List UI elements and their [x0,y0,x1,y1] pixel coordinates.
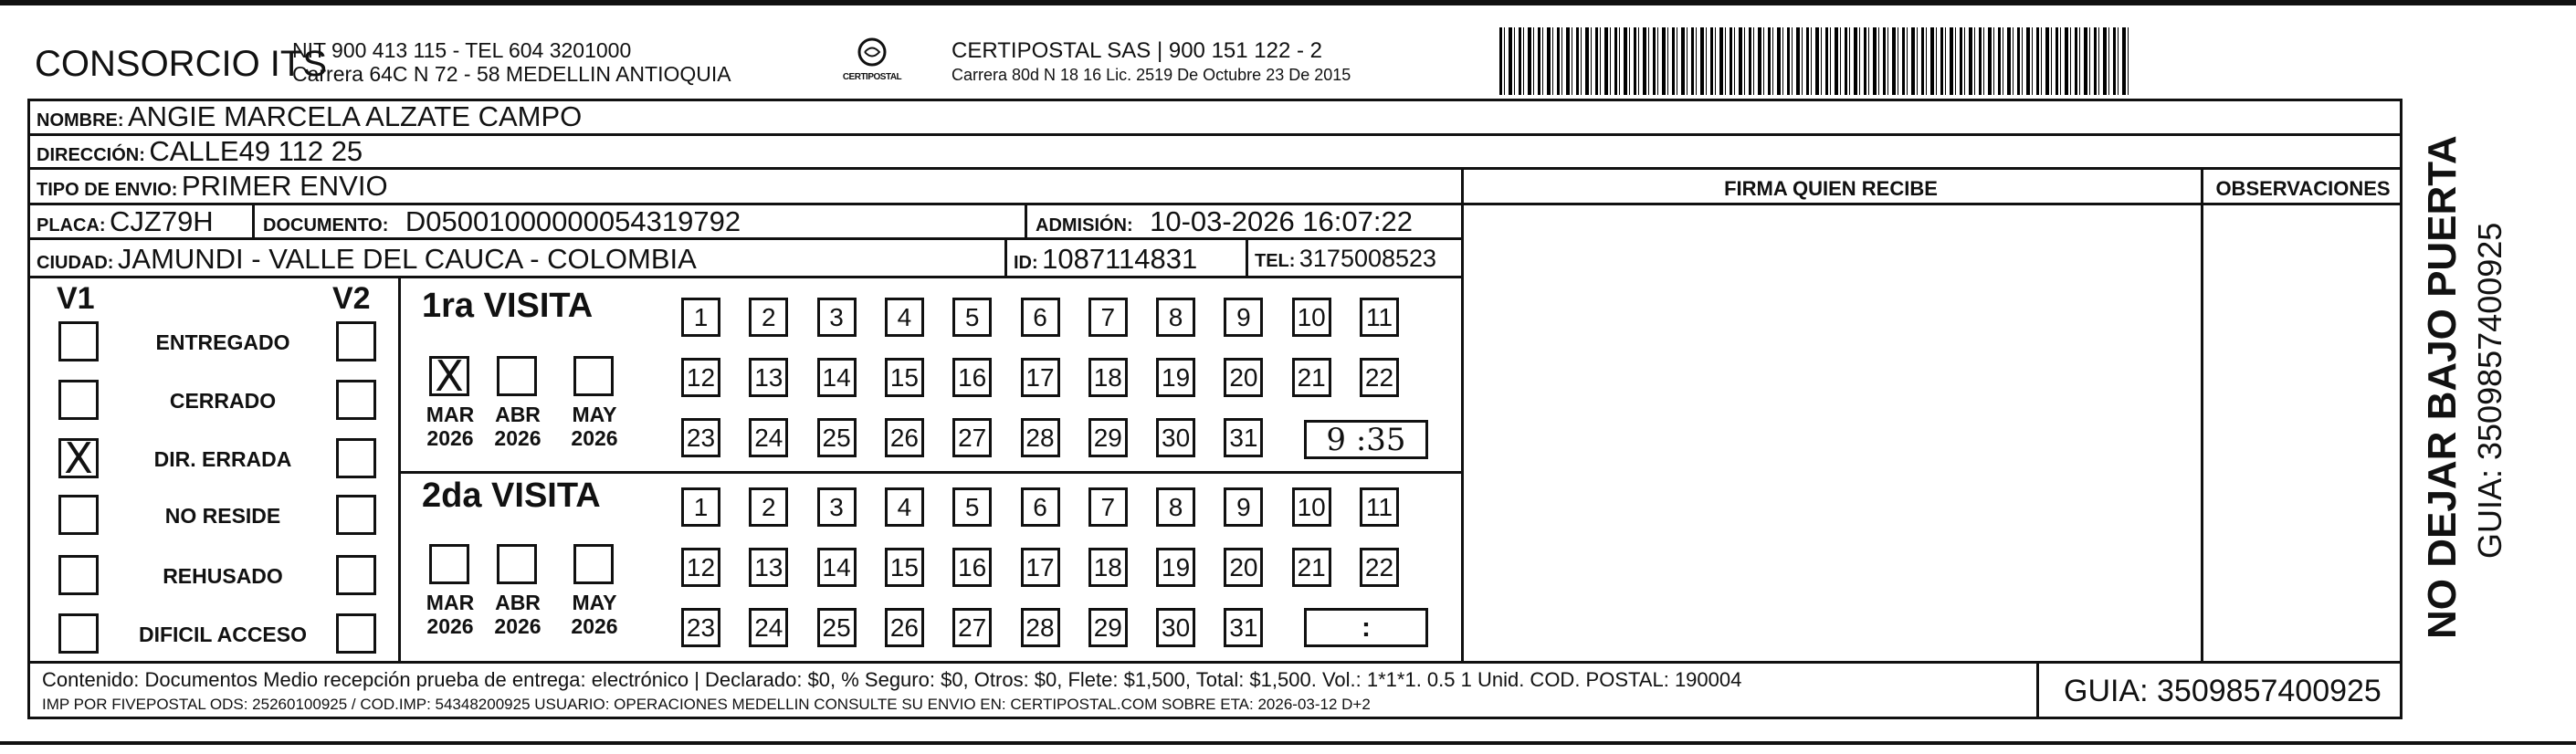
day-box[interactable]: 30 [1156,608,1195,647]
day-box[interactable]: 15 [885,358,924,397]
tipo-value: PRIMER ENVIO [181,170,388,202]
day-box[interactable]: 13 [749,548,788,587]
top-border [0,0,2576,5]
tel-value: 3175008523 [1299,245,1437,272]
day-box[interactable]: 29 [1088,608,1128,647]
day-box[interactable]: 27 [952,608,992,647]
courier-address: Carrera 80d N 18 16 Lic. 2519 De Octubre 23 De 2015 [952,66,1351,84]
col-line [1025,203,1027,237]
day-box[interactable]: 24 [749,608,788,647]
v2-checkbox[interactable] [336,380,376,420]
day-box[interactable]: 22 [1360,548,1399,587]
second-visit-title: 2da VISITA [422,476,601,515]
firma-header: FIRMA QUIEN RECIBE [1724,177,1938,200]
do-not-leave-notice: NO DEJAR BAJO PUERTA [2420,135,2465,639]
day-box[interactable]: 22 [1360,358,1399,397]
id-label: ID: [1014,253,1038,273]
month-checkbox[interactable] [429,351,469,401]
month-name: MAR [426,403,475,426]
col-line [1461,167,1464,661]
day-box[interactable]: 23 [681,608,720,647]
day-box[interactable]: 31 [1224,418,1263,457]
day-box[interactable]: 25 [817,608,857,647]
second-visit-time-value: : [1362,613,1371,643]
day-box[interactable]: 7 [1088,298,1128,337]
company-address: Carrera 64C N 72 - 58 MEDELLIN ANTIOQUIA [292,62,731,86]
day-box[interactable]: 17 [1021,548,1060,587]
day-box[interactable]: 31 [1224,608,1263,647]
day-box[interactable]: 26 [885,418,924,457]
v1-checkbox[interactable] [58,495,99,535]
month-checkbox-mark: X [435,351,464,401]
day-box[interactable]: 23 [681,418,720,457]
col-line [1246,237,1248,276]
day-box[interactable]: 6 [1021,487,1060,527]
day-box[interactable]: 30 [1156,418,1195,457]
day-box[interactable]: 12 [681,548,720,587]
v2-checkbox[interactable] [336,495,376,535]
day-box[interactable]: 5 [952,487,992,527]
admision-row [1036,205,1413,238]
day-box[interactable]: 20 [1224,548,1263,587]
day-box[interactable]: 8 [1156,298,1195,337]
day-box[interactable]: 1 [681,298,720,337]
ciudad-value: JAMUNDI - VALLE DEL CAUCA - COLOMBIA [117,243,697,275]
nombre-label: NOMBRE: [37,110,124,131]
col-line [2036,661,2039,719]
row-line [1461,203,2403,205]
day-box[interactable]: 14 [817,358,857,397]
day-box[interactable]: 16 [952,358,992,397]
row-line [398,471,1461,474]
v1-checkbox[interactable] [58,555,99,595]
status-label: DIR. ERRADA [153,447,292,471]
v2-label: V2 [332,281,371,316]
month-checkbox[interactable] [497,544,537,584]
first-visit-time-value: 9 :35 [1326,422,1406,458]
month-checkbox[interactable] [429,544,469,584]
direccion-value: CALLE49 112 25 [149,135,363,167]
month-year: 2026 [426,426,474,450]
footer-line-2: IMP POR FIVEPOSTAL ODS: 25260100925 / COD.IMP: 54348200925 USUARIO: OPERACIONES MEDELLIN CONSULTE SU ENVIO EN: CERTIPOSTAL.COM SOBRE ETA: 2026-03-12 D+2 [42,696,1371,713]
certipostal-logo-text: CERTIPOSTAL [842,72,902,82]
day-box[interactable]: 14 [817,548,857,587]
day-box[interactable]: 21 [1292,548,1331,587]
month-name: ABR [495,403,541,426]
tipo-row [37,170,388,203]
col-line [1004,237,1007,276]
day-box[interactable]: 3 [817,487,857,527]
day-box[interactable]: 9 [1224,487,1263,527]
day-box[interactable]: 20 [1224,358,1263,397]
day-box[interactable]: 27 [952,418,992,457]
month-year: 2026 [494,614,541,638]
placa-value: CJZ79H [110,205,214,237]
month-name: MAY [572,403,617,426]
day-box[interactable]: 18 [1088,548,1128,587]
day-box[interactable]: 28 [1021,418,1060,457]
day-box[interactable]: 28 [1021,608,1060,647]
day-box[interactable]: 9 [1224,298,1263,337]
documento-value: D05001000000054319792 [405,205,741,237]
day-box[interactable]: 7 [1088,487,1128,527]
day-box[interactable]: 13 [749,358,788,397]
row-line [27,133,2403,136]
col-line [2201,167,2203,661]
footer-line-1: Contenido: Documentos Medio recepción prueba de entrega: electrónico | Declarado: $0, % Seguro: $0, Otros: $0, Flete: $1,500, Total: $1,500. Vol.: 1*1*1. 0.5 1 Unid. COD. POSTAL: 190004 [42,668,1742,691]
side-guia: GUIA: 3509857400925 [2471,222,2508,559]
day-box[interactable]: 3 [817,298,857,337]
tel-label: TEL: [1255,251,1296,271]
placa-row [37,205,214,238]
v2-checkbox[interactable] [336,321,376,361]
observaciones-header: OBSERVACIONES [2215,177,2391,200]
day-box[interactable]: 8 [1156,487,1195,527]
status-label: REHUSADO [163,564,283,588]
direccion-label: DIRECCIÓN: [37,145,145,165]
month-year: 2026 [426,614,474,638]
day-box[interactable]: 11 [1360,487,1399,527]
status-label: ENTREGADO [155,330,290,354]
day-box[interactable]: 2 [749,298,788,337]
day-box[interactable]: 21 [1292,358,1331,397]
v1-checkbox[interactable] [58,613,99,654]
col-line [398,276,401,661]
status-label: CERRADO [169,389,277,413]
v1-checkbox[interactable] [58,380,99,420]
first-visit-time [1304,420,1428,459]
ciudad-label: CIUDAD: [37,253,114,273]
placa-label: PLACA: [37,215,106,236]
footer-guia: GUIA: 3509857400925 [2064,674,2381,708]
day-box[interactable]: 26 [885,608,924,647]
day-box[interactable]: 6 [1021,298,1060,337]
company-nit: NIT 900 413 115 - TEL 604 3201000 [292,38,632,62]
second-visit-time [1304,608,1428,647]
company-name: CONSORCIO ITS [35,44,328,84]
day-box[interactable]: 29 [1088,418,1128,457]
day-box[interactable]: 25 [817,418,857,457]
month-year: 2026 [494,426,541,450]
admision-label: ADMISIÓN: [1036,215,1133,236]
day-box[interactable]: 1 [681,487,720,527]
day-box[interactable]: 10 [1292,487,1331,527]
id-row [1014,243,1197,276]
documento-row [263,205,741,238]
v1-label: V1 [57,281,95,316]
row-line [27,661,2403,664]
day-box[interactable]: 19 [1156,358,1195,397]
v1-checkbox[interactable] [58,434,99,483]
day-box[interactable]: 18 [1088,358,1128,397]
first-visit-title: 1ra VISITA [422,287,594,325]
day-box[interactable]: 5 [952,298,992,337]
nombre-value: ANGIE MARCELA ALZATE CAMPO [128,100,583,132]
v2-checkbox[interactable] [336,613,376,654]
day-box[interactable]: 11 [1360,298,1399,337]
month-year: 2026 [571,426,618,450]
nombre-row [37,100,582,133]
tipo-label: TIPO DE ENVIO: [37,180,178,200]
direccion-row [37,135,363,168]
v1-checkbox-mark: X [64,434,93,483]
day-box[interactable]: 12 [681,358,720,397]
month-name: MAR [426,591,475,614]
ciudad-row [37,243,697,276]
month-checkbox[interactable] [497,356,537,396]
v2-checkbox[interactable] [336,438,376,478]
col-line [252,203,255,237]
row-line [27,276,1461,278]
certipostal-logo-icon [854,37,890,68]
month-name: MAY [572,591,617,614]
tel-row [1255,245,1436,273]
certipostal-logo [836,37,909,88]
admision-value: 10-03-2026 16:07:22 [1150,205,1413,237]
day-box[interactable]: 10 [1292,298,1331,337]
bottom-border [0,741,2576,745]
month-checkbox[interactable] [573,356,614,396]
day-box[interactable]: 4 [885,298,924,337]
status-label: DIFICIL ACCESO [138,623,307,646]
month-name: ABR [495,591,541,614]
day-box[interactable]: 4 [885,487,924,527]
day-box[interactable]: 2 [749,487,788,527]
documento-label: DOCUMENTO: [263,215,389,236]
barcode [1499,27,2131,95]
day-box[interactable]: 19 [1156,548,1195,587]
day-box[interactable]: 24 [749,418,788,457]
day-box[interactable]: 17 [1021,358,1060,397]
v1-checkbox[interactable] [58,321,99,361]
day-box[interactable]: 16 [952,548,992,587]
id-value: 1087114831 [1042,243,1198,275]
v2-checkbox[interactable] [336,555,376,595]
month-year: 2026 [571,614,618,638]
month-checkbox[interactable] [573,544,614,584]
day-box[interactable]: 15 [885,548,924,587]
status-label: NO RESIDE [164,504,281,528]
courier-name: CERTIPOSTAL SAS | 900 151 122 - 2 [952,38,1322,63]
